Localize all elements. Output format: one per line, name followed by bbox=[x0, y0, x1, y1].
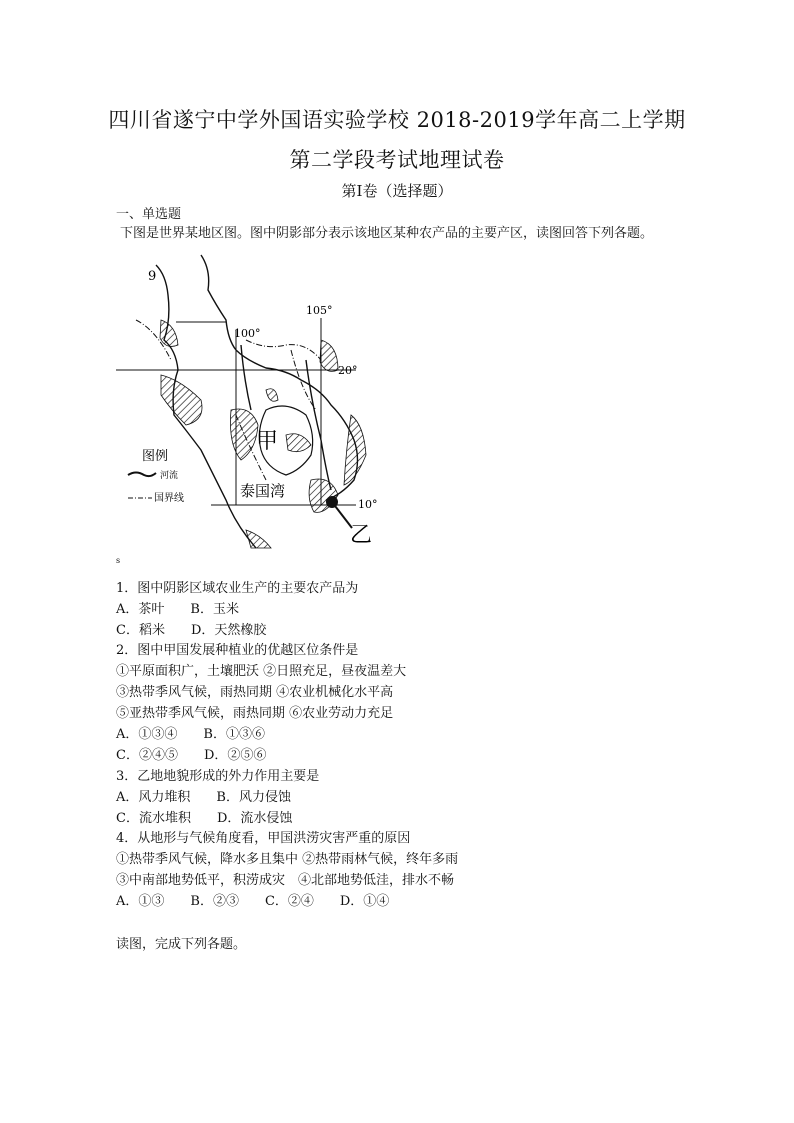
question-4-options: A．①③ B．②③ C．②④ D．①④ bbox=[116, 894, 390, 909]
paper-section-title: 第I卷（选择题） bbox=[341, 182, 453, 200]
question-2-options-ab: A．①③④ B．①③⑥ bbox=[116, 727, 265, 742]
next-section-prompt: 读图，完成下列各题。 bbox=[116, 937, 247, 952]
map-figure bbox=[116, 250, 396, 550]
question-2-statement-line: ①平原面积广，土壤肥沃 ②日照充足，昼夜温差大 bbox=[116, 664, 407, 679]
question-1-options-ab: A．茶叶 B．玉米 bbox=[116, 602, 239, 617]
section-heading: 一、单选题 bbox=[116, 207, 182, 222]
small-mark: s bbox=[116, 556, 121, 565]
label-lon-105: 105° bbox=[306, 304, 333, 317]
label-lon-100: 100° bbox=[234, 327, 261, 340]
svg-text:河流: 河流 bbox=[160, 471, 179, 481]
question-1-stem: 1．图中阴影区域农业生产的主要农产品为 bbox=[116, 581, 359, 596]
question-3-options-cd: C．流水堆积 D．流水侵蚀 bbox=[116, 811, 293, 826]
label-gulf: 泰国湾 bbox=[240, 482, 286, 500]
question-2-options-cd: C．②④⑤ D．②⑤⑥ bbox=[116, 748, 267, 763]
label-top-left: 9 bbox=[148, 269, 157, 284]
question-4-statement-line: ③中南部地势低平，积涝成灾 ④北部地势低洼，排水不畅 bbox=[116, 873, 455, 888]
question-1-options-cd: C．稻米 D．天然橡胶 bbox=[116, 623, 267, 638]
svg-text:国界线: 国界线 bbox=[154, 493, 184, 504]
question-4-statement-line: ①热带季风气候，降水多且集中 ②热带雨林气候，终年多雨 bbox=[116, 852, 459, 867]
question-2-statement-line: ⑤亚热带季风气候，雨热同期 ⑥农业劳动力充足 bbox=[116, 706, 394, 721]
question-2-statement-line: ③热带季风气候，雨热同期 ④农业机械化水平高 bbox=[116, 685, 394, 700]
label-lat-10: 10° bbox=[358, 498, 378, 511]
question-3-options-ab: A．风力堆积 B．风力侵蚀 bbox=[116, 790, 291, 805]
label-jia: 甲 bbox=[256, 429, 279, 454]
question-2-stem: 2．图中甲国发展种植业的优越区位条件是 bbox=[116, 643, 359, 658]
svg-text:图例: 图例 bbox=[142, 449, 169, 464]
map-legend bbox=[128, 449, 184, 504]
question-4-stem: 4．从地形与气候角度看，甲国洪涝灾害严重的原因 bbox=[116, 831, 411, 846]
exam-title-line1: 四川省遂宁中学外国语实验学校 2018-2019学年高二上学期 bbox=[108, 108, 686, 132]
question-instruction: 下图是世界某地区图。图中阴影部分表示该地区某种农产品的主要产区，读图回答下列各题。 bbox=[120, 226, 654, 241]
exam-title-line2: 第二学段考试地理试卷 bbox=[289, 148, 505, 172]
label-yi: 乙 bbox=[350, 523, 373, 548]
question-3-stem: 3．乙地地貌形成的外力作用主要是 bbox=[116, 769, 320, 784]
label-lat-20: 20° bbox=[338, 364, 358, 377]
